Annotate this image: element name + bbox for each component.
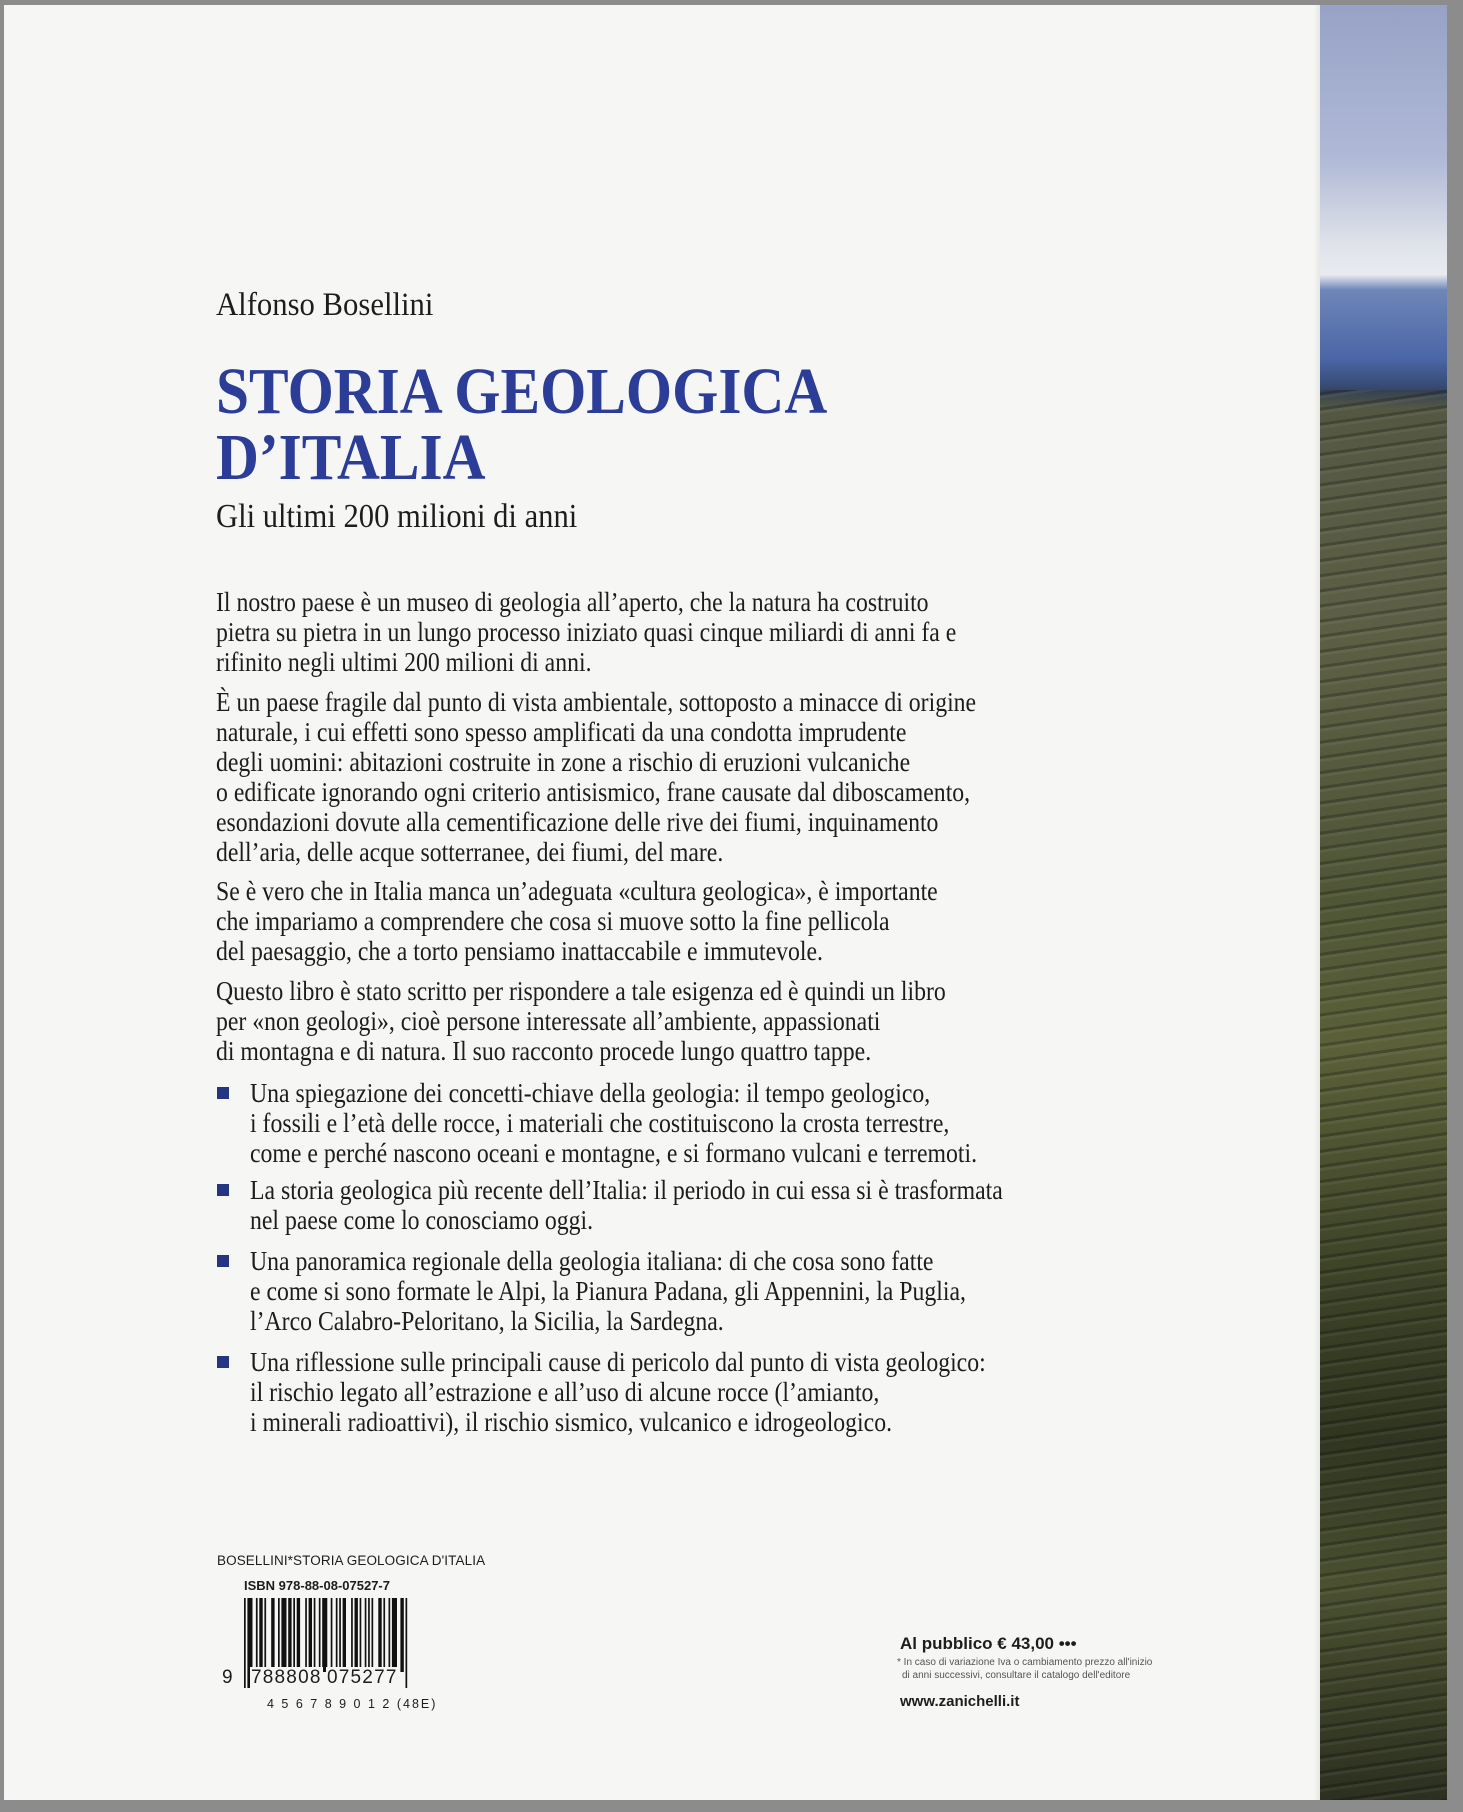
- publisher-website[interactable]: www.zanichelli.it: [900, 1693, 1020, 1710]
- bullet-text: [250, 1347, 1086, 1437]
- body-paragraph: [216, 876, 1036, 966]
- bullet-line: Una panoramica regionale della geologia italiana: di che cosa sono fatte: [250, 1246, 934, 1276]
- barcode-first-digit: 9: [222, 1667, 233, 1688]
- paragraph-line: naturale, i cui effetti sono spesso amplificati da una condotta imprudente: [216, 717, 907, 747]
- paragraph-line: Il nostro paese è un museo di geologia all’aperto, che la natura ha costruito: [216, 587, 929, 617]
- barcode-bar: [305, 1598, 307, 1672]
- paragraph-line: del paesaggio, che a torto pensiamo inattaccabile e immutevole.: [216, 936, 823, 966]
- paragraph-line: esondazioni dovute alla cementificazione delle rive dei fiumi, inquinamento: [216, 807, 939, 837]
- barcode-bar: [281, 1598, 286, 1672]
- paragraph-line: pietra su pietra in un lungo processo iniziato quasi cinque miliardi di anni fa e: [216, 617, 957, 647]
- barcode-bar: [256, 1598, 258, 1672]
- addon-code: 4 5 6 7 8 9 0 1 2 (48E): [267, 1697, 438, 1711]
- bullet-line: e come si sono formate le Alpi, la Pianura Padana, gli Appennini, la Puglia,: [250, 1276, 966, 1306]
- barcode-bar: [259, 1598, 262, 1672]
- paragraph-line: che impariamo a comprendere che cosa si muove sotto la fine pellicola: [216, 906, 890, 936]
- spine-photo-sky: [1318, 5, 1447, 390]
- barcode-bar: [278, 1598, 280, 1672]
- barcode-bar: [400, 1598, 403, 1672]
- body-paragraph: [216, 687, 1080, 867]
- barcode-bar: [389, 1598, 391, 1672]
- bullet-square-icon: [217, 1184, 229, 1196]
- barcode-bar: [244, 1598, 246, 1688]
- paragraph-line: per «non geologi», cioè persone interessate all’ambiente, appassionati: [216, 1006, 881, 1036]
- barcode-bar: [355, 1598, 358, 1672]
- paragraph-line: o edificate ignorando ogni criterio antisismico, frane causate dal diboscamento,: [216, 777, 971, 807]
- isbn-label: ISBN 978-88-08-07527-7: [244, 1578, 390, 1593]
- barcode-bar: [360, 1598, 362, 1672]
- bullet-line: i fossili e l’età delle rocce, i materiali che costituiscono la crosta terrestre,: [250, 1108, 950, 1138]
- barcode-bar: [406, 1598, 408, 1688]
- bullet-square-icon: [217, 1087, 229, 1099]
- bullet-line: come e perché nascono oceani e montagne, e si formano vulcani e terremoti.: [250, 1138, 978, 1168]
- bullet-line: Una spiegazione dei concetti-chiave della geologia: il tempo geologico,: [250, 1078, 931, 1108]
- barcode-bar: [336, 1598, 338, 1672]
- barcode-bar: [271, 1598, 274, 1672]
- bullet-text: [250, 1246, 1064, 1336]
- series-line: BOSELLINI*STORIA GEOLOGICA D'ITALIA: [217, 1553, 486, 1568]
- paragraph-line: di montagna e di natura. Il suo racconto procede lungo quattro tappe.: [216, 1036, 872, 1066]
- paragraph-line: È un paese fragile dal punto di vista ambientale, sottoposto a minacce di origine: [216, 687, 977, 717]
- barcode-bar: [331, 1598, 333, 1672]
- bullet-line: La storia geologica più recente dell’Italia: il periodo in cui essa si è trasformata: [250, 1175, 1003, 1205]
- barcode-bar: [309, 1598, 312, 1672]
- author-name: Alfonso Bosellini: [216, 287, 434, 323]
- barcode-bar: [322, 1598, 327, 1672]
- barcode-bar: [372, 1598, 374, 1672]
- barcode-bar: [392, 1598, 397, 1672]
- bullet-line: il rischio legato all’estrazione e all’uso di alcune rocce (l’amianto,: [250, 1377, 880, 1407]
- price-note-line-2: di anni successivi, consultare il catalogo dell'editore: [902, 1670, 1131, 1681]
- bullet-text: [250, 1078, 1076, 1168]
- barcode-bar: [383, 1598, 385, 1672]
- bullet-line: l’Arco Calabro-Peloritano, la Sicilia, la Sardegna.: [250, 1306, 724, 1336]
- paragraph-line: degli uomini: abitazioni costruite in zone a rischio di eruzioni vulcaniche: [216, 747, 911, 777]
- paragraph-line: rifinito negli ultimi 200 milioni di anni.: [216, 647, 592, 677]
- book-back-cover: [4, 5, 1447, 1800]
- bullet-square-icon: [217, 1356, 229, 1368]
- bullet-square-icon: [217, 1255, 229, 1267]
- barcode-bar: [343, 1598, 346, 1672]
- book-subtitle: Gli ultimi 200 milioni di anni: [216, 498, 578, 535]
- book-title-line-1: STORIA GEOLOGICA: [216, 355, 828, 428]
- barcode-bar: [378, 1598, 381, 1672]
- bullet-line: i minerali radioattivi), il rischio sismico, vulcanico e idrogeologico.: [250, 1407, 893, 1437]
- body-paragraph: [216, 976, 1045, 1066]
- barcode-bar: [293, 1598, 295, 1672]
- barcode-bar: [319, 1598, 321, 1672]
- bullet-text: [250, 1175, 1105, 1235]
- barcode-right-digits: 075277: [327, 1667, 398, 1688]
- book-title-line-2: D’ITALIA: [216, 421, 486, 494]
- barcode-bar: [297, 1598, 300, 1672]
- barcode-bar: [288, 1598, 291, 1672]
- body-paragraph: [216, 587, 1057, 677]
- spine-fold: [1314, 5, 1320, 1800]
- barcode-bar: [339, 1598, 341, 1672]
- price-note-line-1: * In caso di variazione Iva o cambiamento prezzo all'inizio: [897, 1657, 1153, 1668]
- price-label: Al pubblico € 43,00 •••: [900, 1634, 1077, 1653]
- bullet-line: Una riflessione sulle principali cause di pericolo dal punto di vista geologico:: [250, 1347, 986, 1377]
- paragraph-line: Questo libro è stato scritto per rispondere a tale esigenza ed è quindi un libro: [216, 976, 946, 1006]
- barcode-bar: [264, 1598, 266, 1672]
- barcode-bar: [314, 1598, 316, 1672]
- bullet-line: nel paese come lo conosciamo oggi.: [250, 1205, 594, 1235]
- paragraph-line: Se è vero che in Italia manca un’adeguata «cultura geologica», è importante: [216, 876, 938, 906]
- paragraph-line: dell’aria, delle acque sotterranee, dei fiumi, del mare.: [216, 837, 724, 867]
- barcode-left-digits: 788808: [251, 1667, 322, 1688]
- barcode-bar: [351, 1598, 353, 1672]
